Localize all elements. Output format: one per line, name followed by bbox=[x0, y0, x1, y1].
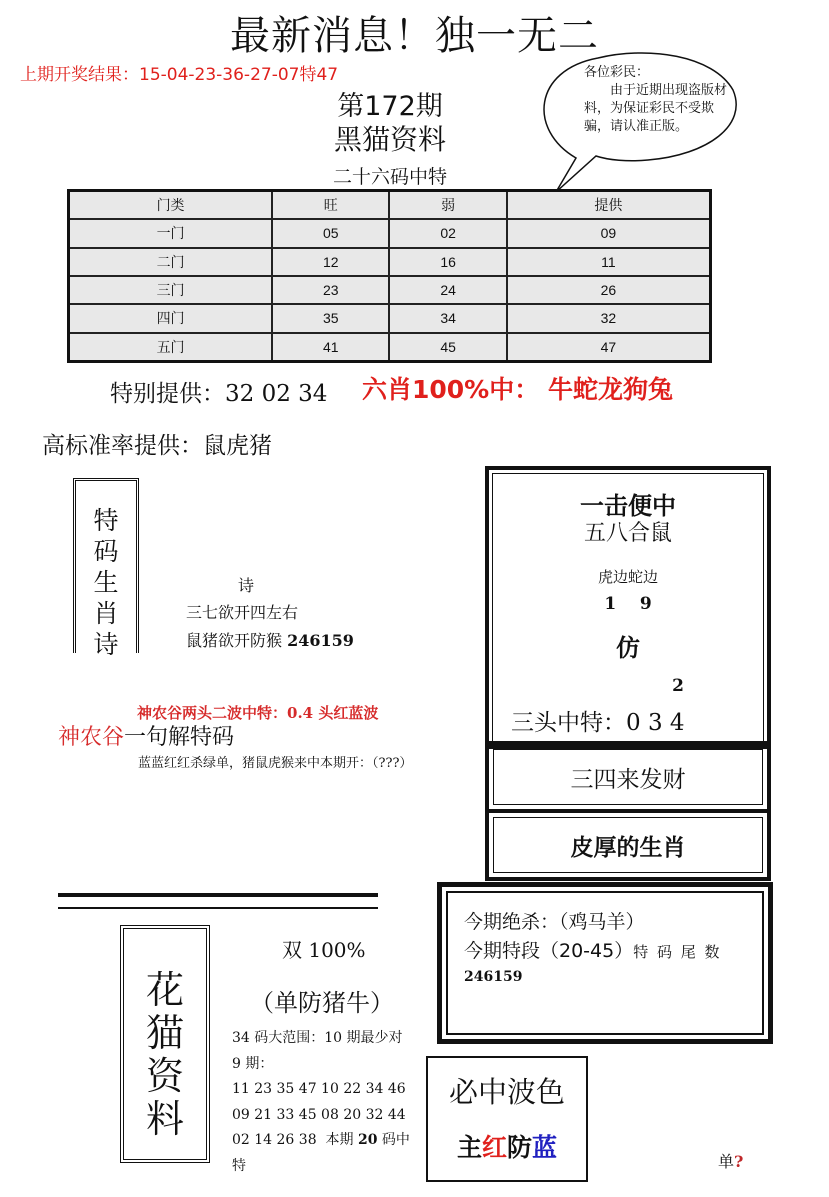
shennonggu-riddle: 蓝蓝红红杀绿单，猪鼠虎猴来中本期开：（???） bbox=[138, 756, 413, 771]
poem-line-2 bbox=[186, 628, 354, 651]
three-heads: 三头中特：0 3 4 bbox=[511, 710, 685, 736]
table-cell: 五门 bbox=[69, 333, 273, 362]
poem-label-char: 诗 bbox=[93, 630, 119, 659]
numbers-line-4: 特 bbox=[232, 1157, 246, 1174]
hit-subtitle: 五八合鼠 bbox=[583, 521, 672, 546]
table-row bbox=[69, 304, 711, 332]
subtitle: 二十六码中特 bbox=[332, 166, 447, 188]
double-100: 双 100% bbox=[282, 938, 366, 962]
speech-bubble bbox=[538, 50, 738, 192]
range-line-2: 9 期： bbox=[232, 1055, 274, 1072]
table-cell: 41 bbox=[272, 333, 389, 362]
shennonggu-title bbox=[58, 720, 234, 751]
header-cell: 门类 bbox=[69, 191, 273, 220]
wave-title: 必中波色 bbox=[448, 1075, 565, 1109]
wave-main-label: 主 bbox=[456, 1133, 482, 1162]
shennonggu-headline: 神农谷两头二波中特：0.4 头红蓝波 bbox=[137, 704, 379, 722]
table-cell: 09 bbox=[507, 219, 711, 247]
hit-fang: 仿 bbox=[616, 633, 640, 662]
header-cell: 旺 bbox=[272, 191, 389, 220]
huamao-label-box bbox=[120, 925, 210, 1163]
fortune-box bbox=[485, 741, 771, 813]
table-row bbox=[69, 219, 711, 247]
numbers-line-3-a: 02 14 26 38 本期 bbox=[232, 1132, 358, 1148]
poem-title: 诗 bbox=[238, 576, 255, 595]
table-row bbox=[69, 333, 711, 362]
wave-red: 红 bbox=[481, 1133, 507, 1162]
poem-line-2-number: 246159 bbox=[287, 631, 354, 650]
poem-line-1: 三七欲开四左右 bbox=[186, 603, 299, 622]
numbers-line-3-b: 20 bbox=[357, 1132, 378, 1148]
table-cell: 47 bbox=[507, 333, 711, 362]
dan-fang: （单防猪牛） bbox=[250, 989, 394, 1017]
last-result: 上期开奖结果：15-04-23-36-27-07特47 bbox=[20, 65, 339, 85]
shennonggu-title-black: 一句解特码 bbox=[124, 725, 235, 750]
thick-skin-text: 皮厚的生肖 bbox=[570, 833, 686, 861]
gate-table bbox=[67, 189, 712, 363]
table-cell: 三门 bbox=[69, 276, 273, 304]
table-cell: 16 bbox=[389, 248, 506, 276]
poem-label-char: 特 bbox=[93, 506, 119, 535]
hit-two: 2 bbox=[672, 676, 684, 696]
bubble-body: 由于近期出现盗版材料，为保证彩民不受欺骗，请认准正版。 bbox=[584, 83, 728, 134]
numbers-line-1: 11 23 35 47 10 22 34 46 bbox=[232, 1081, 406, 1097]
poem-label-char: 肖 bbox=[93, 599, 119, 628]
numbers-line-3 bbox=[232, 1128, 432, 1154]
dan-label: 单 bbox=[718, 1152, 735, 1171]
table-cell: 34 bbox=[389, 304, 506, 332]
hit-numbers: 1 9 bbox=[604, 594, 652, 614]
wave-guard: 防 bbox=[507, 1133, 533, 1162]
poem-label-box bbox=[73, 478, 139, 659]
table-cell: 四门 bbox=[69, 304, 273, 332]
page-title: 最新消息！独一无二 bbox=[230, 13, 599, 59]
kill-line-2-b: 特 码 尾 数 bbox=[633, 943, 722, 961]
table-cell: 12 bbox=[272, 248, 389, 276]
dan-question bbox=[718, 1149, 743, 1172]
wave-color-box bbox=[426, 1056, 588, 1182]
kill-line-3: 246159 bbox=[464, 969, 523, 985]
numbers-line-2: 09 21 33 45 08 20 32 44 bbox=[232, 1106, 406, 1123]
issue-number: 第172期 bbox=[337, 91, 443, 122]
header-cell: 弱 bbox=[389, 191, 506, 220]
range-numbers bbox=[232, 1026, 432, 1179]
table-row bbox=[69, 248, 711, 276]
table-header-row bbox=[69, 191, 711, 220]
wave-main bbox=[428, 1128, 586, 1164]
table-cell: 11 bbox=[507, 248, 711, 276]
table-cell: 23 bbox=[272, 276, 389, 304]
poem-label-char: 生 bbox=[93, 568, 119, 597]
table-row bbox=[69, 276, 711, 304]
huamao-label-char: 花 bbox=[145, 968, 184, 1012]
table-cell: 32 bbox=[507, 304, 711, 332]
table-cell: 05 bbox=[272, 219, 389, 247]
dan-q: ? bbox=[734, 1152, 744, 1171]
table-cell: 35 bbox=[272, 304, 389, 332]
kill-line-2 bbox=[464, 936, 762, 963]
hit-side: 虎边蛇边 bbox=[597, 568, 658, 586]
double-divider bbox=[58, 893, 378, 909]
kill-box bbox=[437, 882, 773, 1044]
table-cell: 45 bbox=[389, 333, 506, 362]
header-cell: 提供 bbox=[507, 191, 711, 220]
hit-title: 一击便中 bbox=[580, 491, 676, 520]
huamao-label-char: 料 bbox=[145, 1097, 184, 1141]
huamao-label-char: 资 bbox=[145, 1054, 184, 1098]
table-cell: 02 bbox=[389, 219, 506, 247]
kill-line-1: 今期绝杀：（鸡马羊） bbox=[464, 911, 645, 933]
shennonggu-title-red: 神农谷 bbox=[58, 725, 125, 750]
wave-blue: 蓝 bbox=[532, 1133, 558, 1162]
hit-box bbox=[485, 466, 771, 749]
bubble-greeting: 各位彩民： bbox=[584, 65, 650, 80]
numbers-line-3-c: 码中 bbox=[377, 1132, 410, 1148]
table-cell: 二门 bbox=[69, 248, 273, 276]
poem-line-2-text: 鼠猪欲开防猴 bbox=[186, 631, 283, 650]
fortune-text: 三四来发财 bbox=[570, 766, 686, 793]
six-zodiac: 六肖100%中： 牛蛇龙狗兔 bbox=[362, 375, 673, 404]
table-cell: 一门 bbox=[69, 219, 273, 247]
table-cell: 24 bbox=[389, 276, 506, 304]
kill-line-2-a: 今期特段（20-45） bbox=[464, 940, 634, 962]
range-line-1: 34 码大范围：10 期最少对 bbox=[232, 1030, 403, 1046]
special-offer: 特别提供：32 02 34 bbox=[110, 381, 328, 407]
huamao-label-char: 猫 bbox=[145, 1011, 184, 1055]
table-cell: 26 bbox=[507, 276, 711, 304]
poem-label-char: 码 bbox=[93, 537, 119, 566]
thick-skin-box bbox=[485, 809, 771, 881]
publication-title: 黑猫资料 bbox=[333, 123, 446, 156]
high-accuracy: 高标准率提供：鼠虎猪 bbox=[42, 433, 272, 459]
